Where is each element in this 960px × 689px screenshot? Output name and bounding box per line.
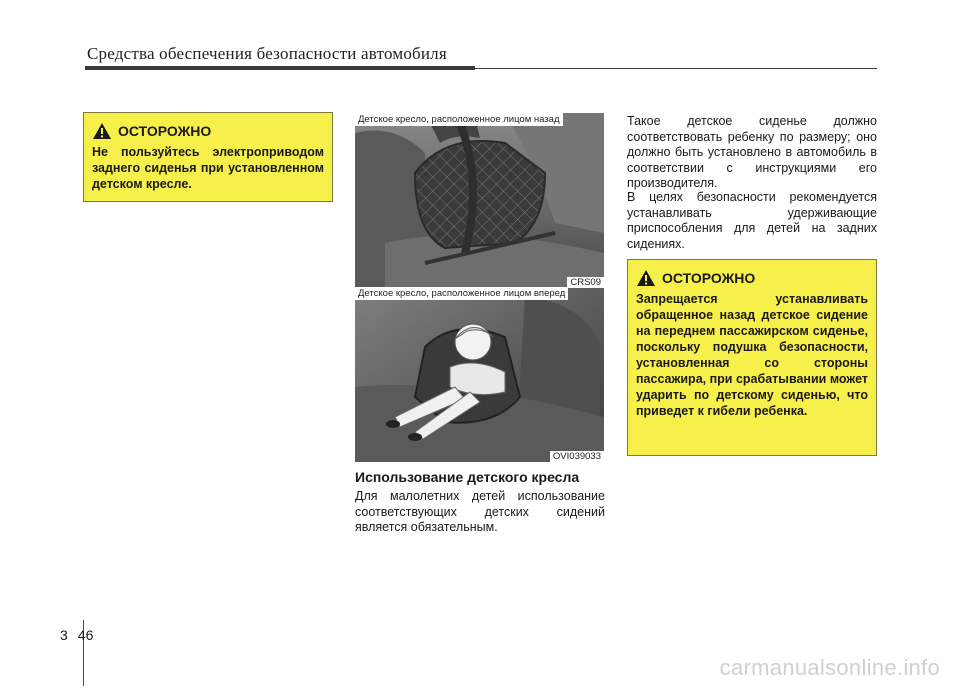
section-heading: Использование детского кресла [355, 469, 580, 485]
watermark-text: carmanualsonline.info [719, 655, 940, 680]
rear-facing-seat-illustration [355, 113, 604, 288]
right-paragraph-1: Такое детское сиденье должно соответствовать ребенку по размеру; оно должно быть установлено в автомобиль в соответствии с инструкциями его производителя. [627, 114, 877, 190]
right-paragraph-2: В целях безопасности рекомендуется устанавливать удерживающие приспособления для детей на задних сидениях. [627, 190, 877, 251]
page-number [60, 627, 93, 643]
figure-rear-facing-seat [355, 113, 604, 288]
figure-caption: Детское кресло, расположенное лицом вперед [355, 287, 568, 300]
figure-forward-facing-seat [355, 287, 604, 462]
section-paragraph: Для малолетних детей использование соответствующих детских сидений является обязательным. [355, 489, 605, 534]
warning-header [92, 122, 324, 140]
warning-text: Запрещается устанавливать обращенное назад детское сидение на переднем пассажирском сиденье, поскольку подушка безопасности, установленная со стороны пассажира, при срабатывании может ударить по детскому сиденью, что приведет к гибели ребенка. [636, 292, 868, 418]
chapter-number: 3 [60, 627, 68, 643]
warning-triangle-icon [636, 269, 656, 287]
header-rule-thin [475, 68, 877, 69]
page-header-title: Средства обеспечения безопасности автомобиля [87, 44, 447, 63]
warning-title: ОСТОРОЖНО [662, 270, 756, 286]
warning-box-power-seat [83, 112, 333, 202]
figure-code: CRS09 [567, 277, 604, 288]
figure-caption: Детское кресло, расположенное лицом назад [355, 113, 563, 126]
warning-header [636, 269, 868, 287]
page-number-value: 46 [77, 627, 94, 643]
warning-box-airbag [627, 259, 877, 456]
header-rule [85, 66, 475, 70]
figure-code: OVI039033 [550, 451, 604, 462]
warning-triangle-icon [92, 122, 112, 140]
warning-title: ОСТОРОЖНО [118, 123, 212, 139]
forward-facing-seat-illustration [355, 287, 604, 462]
warning-text: Не пользуйтесь электроприводом заднего сиденья при установленном детском кресле. [92, 145, 324, 191]
